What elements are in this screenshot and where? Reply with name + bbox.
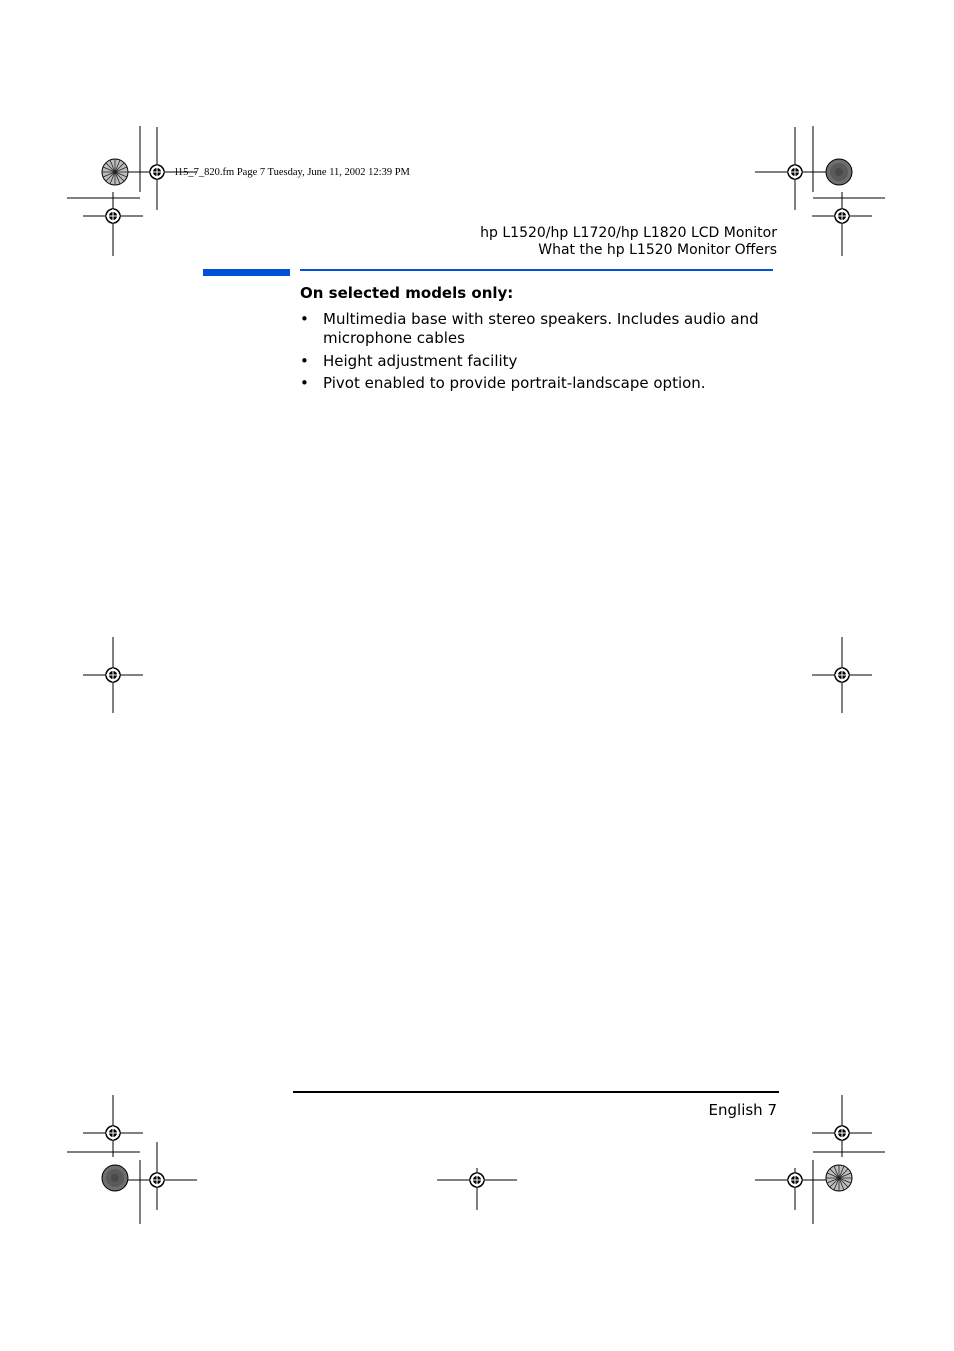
running-header-subtitle: What the hp L1520 Monitor Offers bbox=[538, 242, 777, 258]
registration-target-icon bbox=[83, 1095, 143, 1157]
registration-target-icon bbox=[812, 637, 872, 713]
bullet-icon: • bbox=[300, 374, 309, 392]
density-patch-icon bbox=[102, 1165, 128, 1191]
list-item bbox=[300, 352, 770, 371]
list-item-text: Pivot enabled to provide portrait-landscape option. bbox=[323, 374, 706, 392]
section-accent-bar bbox=[203, 269, 290, 276]
list-item bbox=[300, 374, 770, 393]
bullet-icon: • bbox=[300, 351, 309, 370]
framemaker-slug: l15_7_820.fm Page 7 Tuesday, June 11, 2002 12:39 PM bbox=[175, 167, 410, 178]
section-rule bbox=[300, 269, 773, 271]
registration-target-icon bbox=[437, 1168, 517, 1210]
feature-list bbox=[300, 310, 770, 397]
registration-target-icon bbox=[812, 192, 872, 256]
list-item-text: Multimedia base with stereo speakers. Includes audio and microphone cables bbox=[323, 310, 759, 347]
section-heading: On selected models only: bbox=[300, 284, 514, 302]
list-item-text: Height adjustment facility bbox=[323, 351, 518, 370]
bullet-icon: • bbox=[300, 310, 309, 328]
starburst-target-icon bbox=[826, 1165, 852, 1191]
page-number: English 7 bbox=[708, 1101, 777, 1119]
registration-target-icon bbox=[755, 1168, 835, 1210]
registration-target-icon bbox=[83, 637, 143, 713]
list-item bbox=[300, 310, 770, 348]
density-patch-icon bbox=[826, 159, 852, 185]
running-header-title: hp L1520/hp L1720/hp L1820 LCD Monitor bbox=[480, 225, 777, 241]
footer-rule bbox=[293, 1091, 779, 1093]
starburst-target-icon bbox=[102, 159, 128, 185]
registration-target-icon bbox=[83, 192, 143, 256]
registration-target-icon bbox=[812, 1095, 872, 1157]
